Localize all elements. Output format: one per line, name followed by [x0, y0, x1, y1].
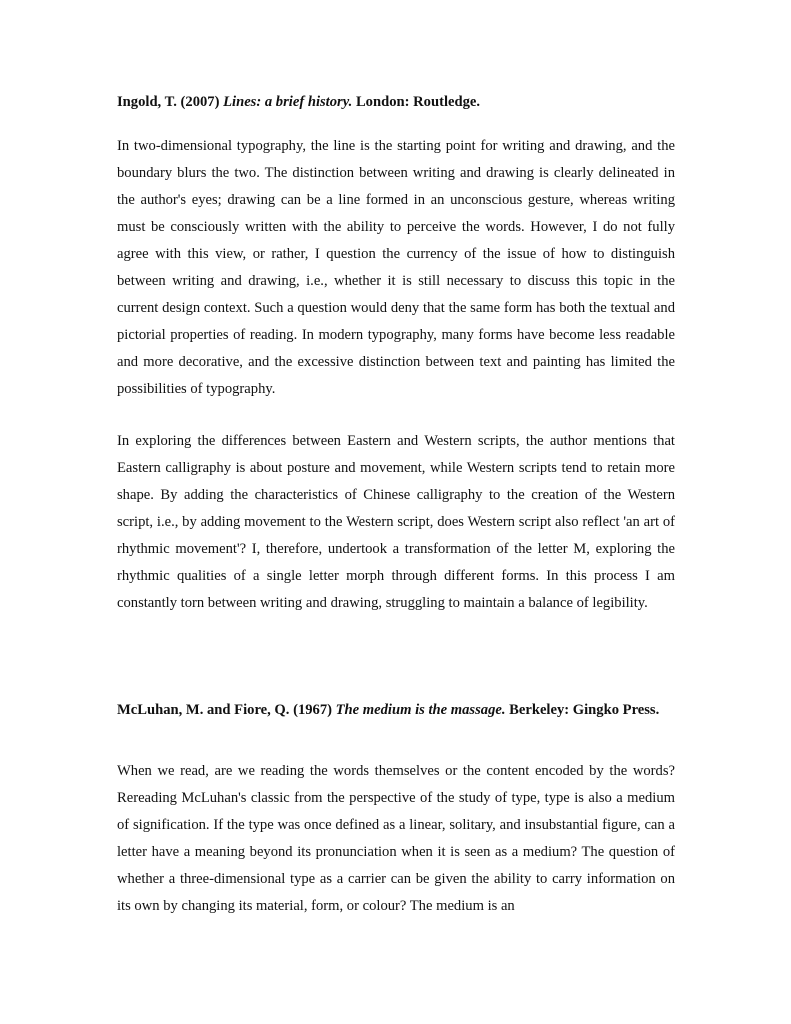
- reference-title: Lines: a brief history.: [223, 94, 353, 110]
- reference-authors: McLuhan, M. and Fiore, Q. (1967): [117, 702, 336, 718]
- reference-publisher: London: Routledge.: [352, 94, 481, 110]
- reference-publisher: Berkeley: Gingko Press.: [505, 702, 660, 718]
- body-paragraph: In two-dimensional typography, the line is the starting point for writing and drawing, and the boundary blurs the two. The distinction between writing and drawing is clearly delineated in the author's eyes; drawing can be a line formed in an unconscious gesture, whereas writing must be consciously written with the ability to perceive the words. However, I do not fully agree with this view, or rather, I question the currency of the issue of how to distinguish between writing and drawing, i.e., whether it is still necessary to discuss this topic in the current design context. Such a question would deny that the same form has both the textual and pictorial properties of reading. In modern typography, many forms have become less readable and more decorative, and the excessive distinction between text and painting has limited the possibilities of typography.: [117, 138, 675, 397]
- body-paragraph: When we read, are we reading the words themselves or the content encoded by the words? Rereading McLuhan's classic from the perspective of the study of type, type is also a medium of signification. If the type was once defined as a linear, solitary, and insubstantial figure, can a letter have a meaning beyond its pronunciation when it is seen as a medium? The question of whether a three-dimensional type as a carrier can be given the ability to carry information on its own by changing its material, form, or colour? The medium is an: [117, 763, 675, 914]
- reference-authors: Ingold, T. (2007): [117, 94, 224, 110]
- reference-heading: [117, 702, 675, 719]
- reference-heading: [117, 94, 675, 111]
- reference-title: The medium is the massage.: [335, 702, 506, 718]
- body-paragraph: In exploring the differences between Eastern and Western scripts, the author mentions that Eastern calligraphy is about posture and movement, while Western scripts tend to retain more shape. By adding the characteristics of Chinese calligraphy to the creation of the Western script, i.e., by adding movement to the Western script, does Western script also reflect 'an art of rhythmic movement'? I, therefore, undertook a transformation of the letter M, exploring the rhythmic qualities of a single letter morph through different forms. In this process I am constantly torn between writing and drawing, struggling to maintain a balance of legibility.: [117, 433, 675, 611]
